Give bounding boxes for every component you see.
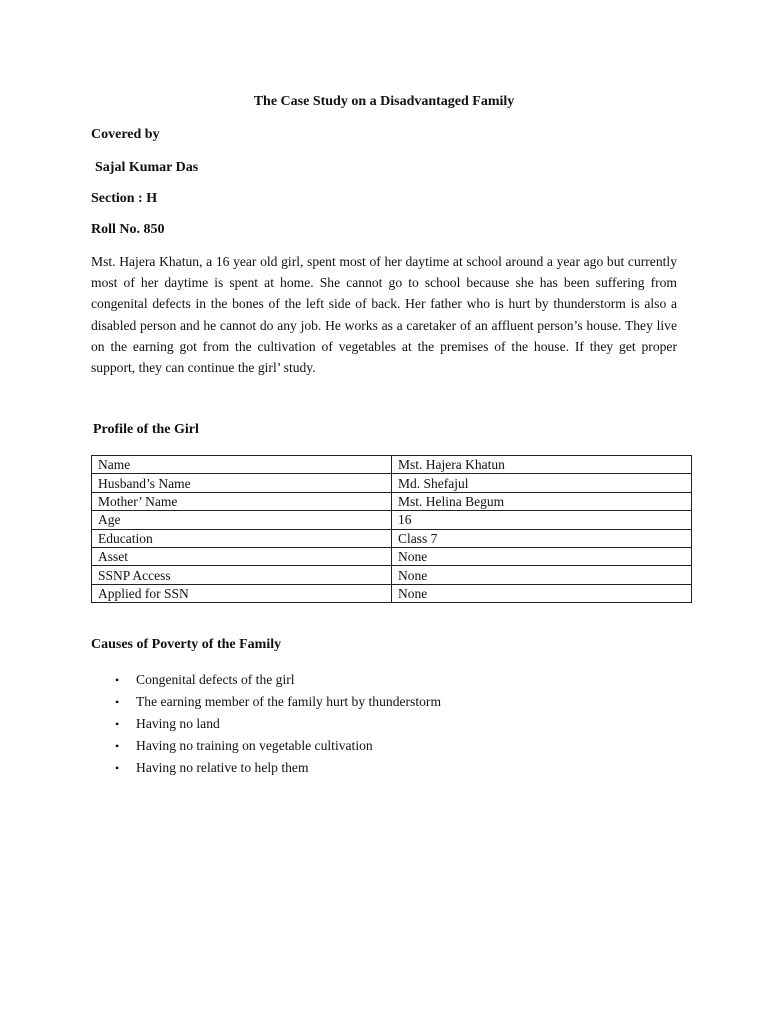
- roll-number: Roll No. 850: [91, 222, 165, 237]
- profile-value-cell: 16: [392, 511, 692, 529]
- document-title: The Case Study on a Disadvantaged Family: [253, 94, 515, 109]
- table-row: [92, 547, 692, 565]
- list-item: [115, 669, 441, 691]
- table-row: [92, 566, 692, 584]
- section-label: Section : H: [91, 191, 158, 206]
- profile-label-cell: Age: [92, 511, 392, 529]
- list-item: [115, 757, 441, 779]
- profile-label-cell: Education: [92, 529, 392, 547]
- cause-text: Having no land: [136, 716, 220, 731]
- causes-heading: Causes of Poverty of the Family: [91, 637, 282, 652]
- cause-text: Having no relative to help them: [136, 760, 309, 775]
- case-paragraph: Mst. Hajera Khatun, a 16 year old girl, spent most of her daytime at school around a year ago but currently most of her daytime is spent at home. She cannot go to school because she has been suffering from congenital defects in the bones of the left side of back. Her father who is hurt by thunderstorm is also a disabled person and he cannot do any job. He works as a caretaker of an affluent person’s house. They live on the earning got from the cultivation of vegetables at the premises of the house. If they get proper support, they can continue the girl’ study.: [91, 254, 677, 376]
- profile-label-cell: Husband’s Name: [92, 474, 392, 492]
- table-row: [92, 492, 692, 510]
- table-row: [92, 456, 692, 474]
- bullet-icon: •: [115, 739, 120, 753]
- bullet-icon: •: [115, 761, 120, 775]
- causes-list: [115, 669, 441, 779]
- profile-label-cell: Applied for SSN: [92, 584, 392, 602]
- author-name: Sajal Kumar Das: [95, 160, 199, 175]
- profile-value-cell: Mst. Hajera Khatun: [392, 456, 692, 474]
- profile-value-cell: None: [392, 566, 692, 584]
- bullet-icon: •: [115, 673, 120, 687]
- profile-label-cell: SSNP Access: [92, 566, 392, 584]
- profile-value-cell: None: [392, 547, 692, 565]
- profile-label-cell: Name: [92, 456, 392, 474]
- profile-value-cell: Mst. Helina Begum: [392, 492, 692, 510]
- table-row: [92, 474, 692, 492]
- table-row: [92, 511, 692, 529]
- cause-text: Having no training on vegetable cultivation: [136, 738, 373, 753]
- table-row: [92, 584, 692, 602]
- profile-label-cell: Asset: [92, 547, 392, 565]
- cause-text: Congenital defects of the girl: [136, 672, 295, 687]
- bullet-icon: •: [115, 717, 120, 731]
- list-item: [115, 713, 441, 735]
- profile-value-cell: Class 7: [392, 529, 692, 547]
- profile-value-cell: None: [392, 584, 692, 602]
- covered-by-label: Covered by: [91, 127, 160, 142]
- bullet-icon: •: [115, 695, 120, 709]
- list-item: [115, 691, 441, 713]
- cause-text: The earning member of the family hurt by thunderstorm: [136, 694, 442, 709]
- profile-value-cell: Md. Shefajul: [392, 474, 692, 492]
- profile-label-cell: Mother’ Name: [92, 492, 392, 510]
- profile-heading: Profile of the Girl: [93, 422, 199, 437]
- table-row: [92, 529, 692, 547]
- list-item: [115, 735, 441, 757]
- profile-table: [91, 455, 692, 603]
